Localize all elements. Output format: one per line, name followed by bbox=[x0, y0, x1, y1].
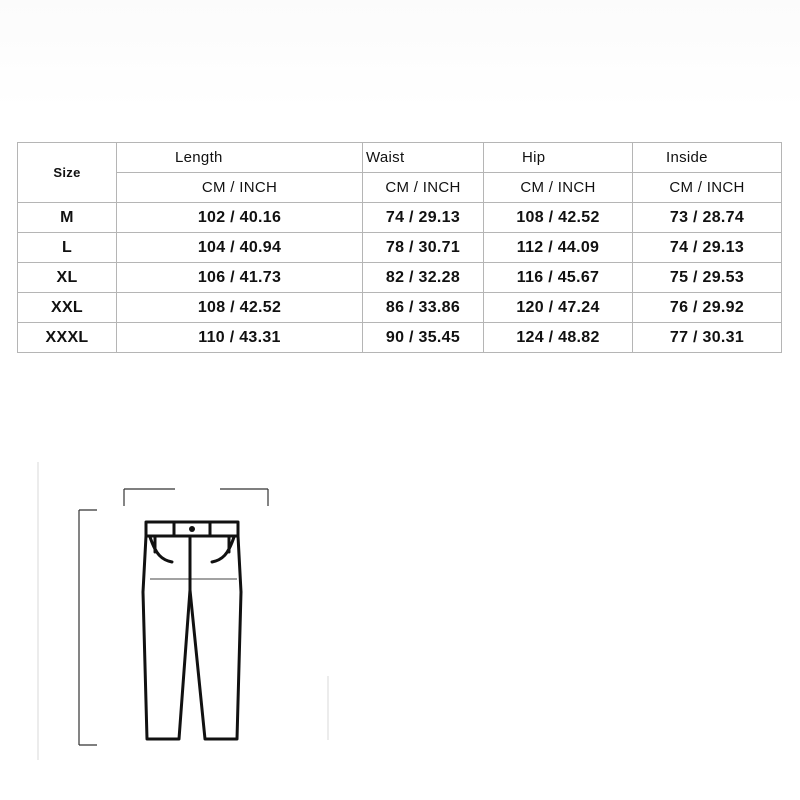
length-cell: 104 / 40.94 bbox=[117, 233, 363, 263]
length-header: Length bbox=[117, 143, 363, 173]
waist-cell: 90 / 35.45 bbox=[363, 323, 484, 353]
background-strokes bbox=[38, 462, 328, 760]
hip-cell: 120 / 47.24 bbox=[484, 293, 633, 323]
length-measure-bracket bbox=[79, 510, 97, 745]
hip-cell: 116 / 45.67 bbox=[484, 263, 633, 293]
hip-cell: 124 / 48.82 bbox=[484, 323, 633, 353]
jeans-outline bbox=[143, 522, 241, 739]
waist-header: Waist bbox=[363, 143, 484, 173]
length-cell: 106 / 41.73 bbox=[117, 263, 363, 293]
inside-cell: 74 / 29.13 bbox=[633, 233, 782, 263]
inside-cell: 76 / 29.92 bbox=[633, 293, 782, 323]
size-cell: XXL bbox=[18, 293, 117, 323]
size-cell: XL bbox=[18, 263, 117, 293]
length-cell: 108 / 42.52 bbox=[117, 293, 363, 323]
hip-header: Hip bbox=[484, 143, 633, 173]
size-cell: L bbox=[18, 233, 117, 263]
button-icon bbox=[189, 526, 195, 532]
waist-cell: 86 / 33.86 bbox=[363, 293, 484, 323]
length-cell: 102 / 40.16 bbox=[117, 203, 363, 233]
length-unit: CM / INCH bbox=[117, 173, 363, 203]
inside-cell: 77 / 30.31 bbox=[633, 323, 782, 353]
waist-cell: 82 / 32.28 bbox=[363, 263, 484, 293]
hip-unit: CM / INCH bbox=[484, 173, 633, 203]
size-cell: M bbox=[18, 203, 117, 233]
inside-unit: CM / INCH bbox=[633, 173, 782, 203]
length-cell: 110 / 43.31 bbox=[117, 323, 363, 353]
inside-header: Inside bbox=[633, 143, 782, 173]
inside-cell: 73 / 28.74 bbox=[633, 203, 782, 233]
waist-unit: CM / INCH bbox=[363, 173, 484, 203]
waist-measure-bracket bbox=[124, 489, 268, 506]
waist-cell: 74 / 29.13 bbox=[363, 203, 484, 233]
waist-cell: 78 / 30.71 bbox=[363, 233, 484, 263]
size-cell: XXXL bbox=[18, 323, 117, 353]
inside-cell: 75 / 29.53 bbox=[633, 263, 782, 293]
size-column-header: Size bbox=[18, 143, 117, 203]
hip-cell: 108 / 42.52 bbox=[484, 203, 633, 233]
hip-cell: 112 / 44.09 bbox=[484, 233, 633, 263]
